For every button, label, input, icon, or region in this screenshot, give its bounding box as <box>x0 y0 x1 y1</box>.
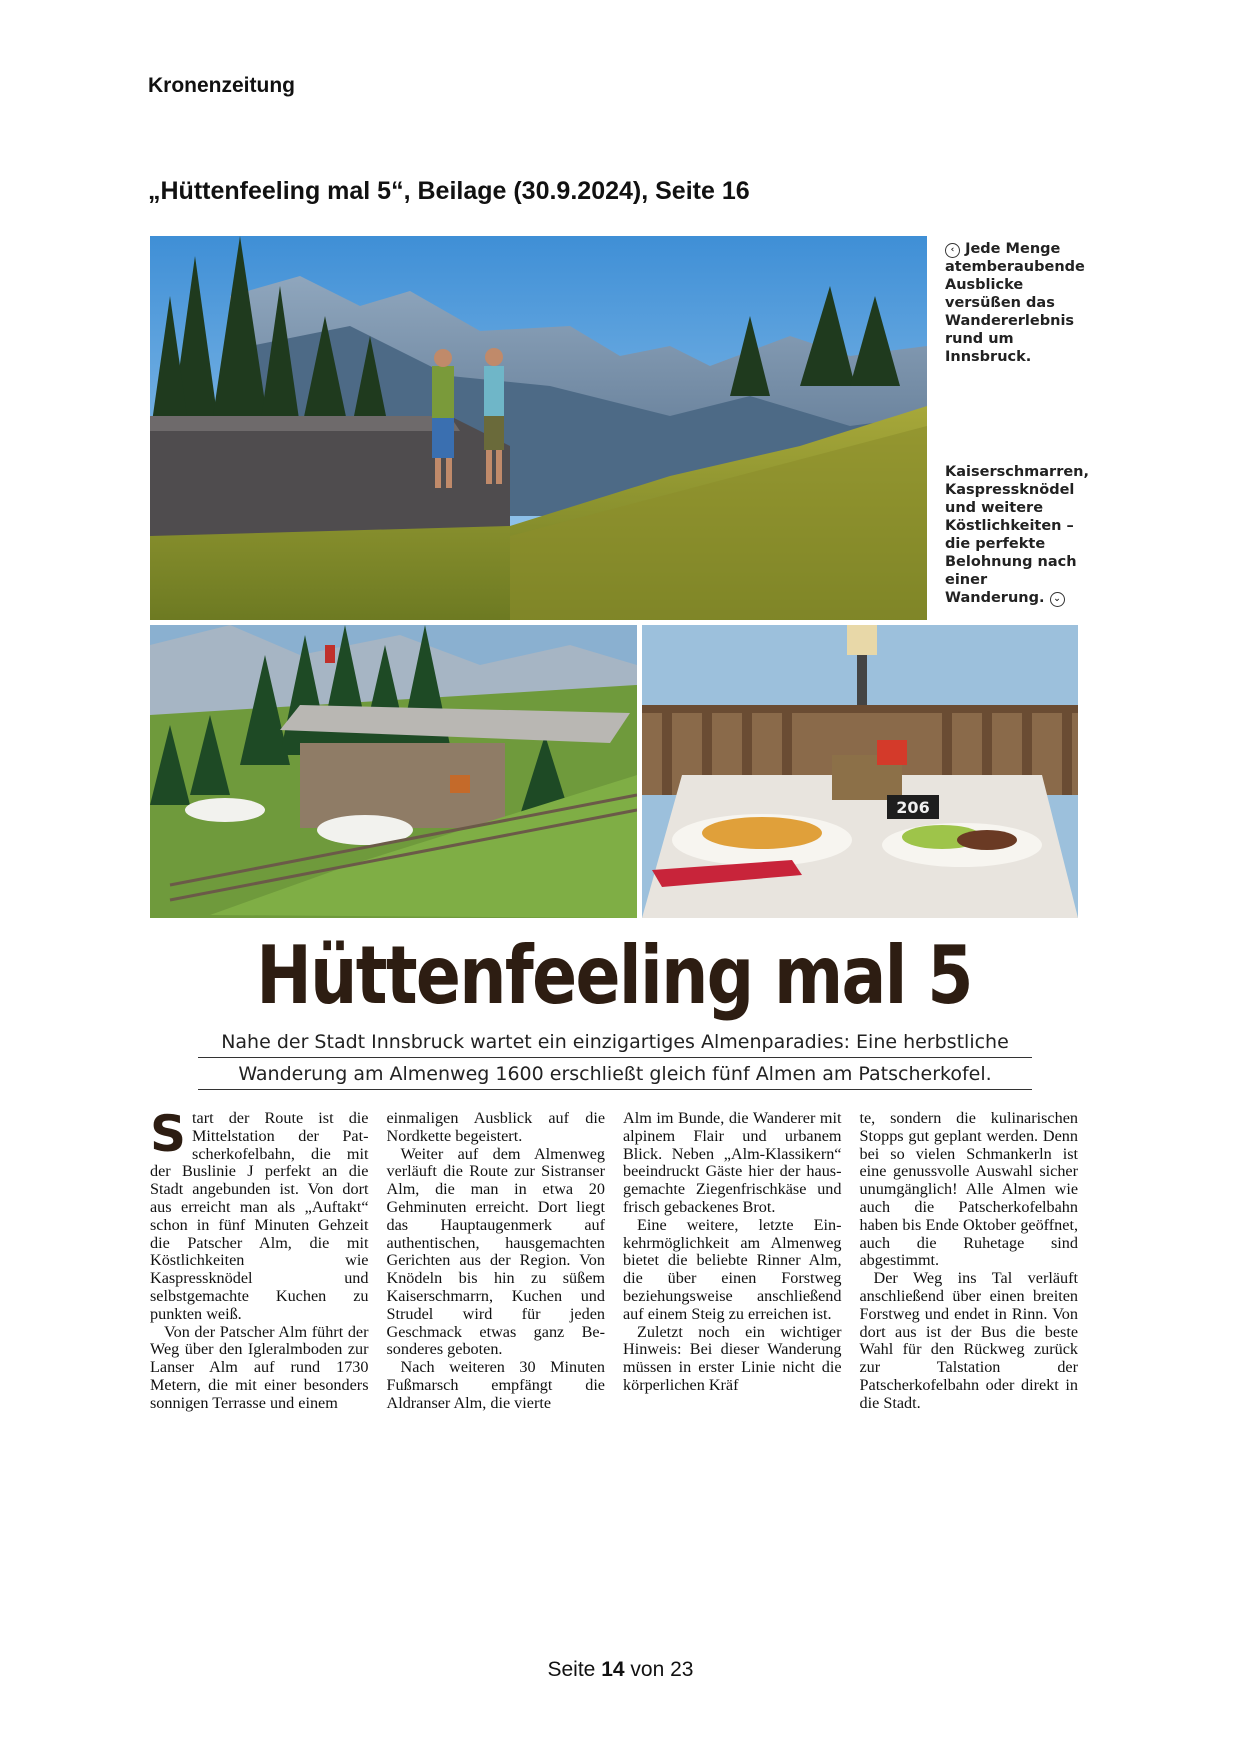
headline: Hüttenfeeling mal 5 <box>256 929 972 1022</box>
paragraph: Nach weiteren 30 Minuten Fußmarsch empfängt die Aldranser Alm, die vierte <box>386 1358 605 1412</box>
arrow-left-icon: ‹ <box>945 243 960 258</box>
photo-alpine-hut <box>150 625 637 918</box>
subhead-line-2: Wanderung am Almenweg 1600 erschließt gleich fünf Almen am Patscherkofel. <box>198 1059 1032 1090</box>
arrow-down-icon: ⌄ <box>1050 592 1065 607</box>
paragraph: te, sondern die kulinarischen Stopps gut geplant werden. Denn bei so vielen Schmankerln ist eine genussvolle Auswahl sicher unumgänglich! Alle Almen wie auch die Patscherkofelbahn haben bis Ende Oktober geöffnet, auch die Ruhetage sind abgestimmt. <box>859 1109 1078 1270</box>
photo-food-table <box>642 625 1078 918</box>
subhead-line-1: Nahe der Stadt Innsbruck wartet ein einzigartiges Almenparadies: Eine herbstliche <box>198 1027 1032 1058</box>
paragraph: Eine weitere, letzte Einkehrmöglichkeit am Almenweg bietet die beliebte Rinner Alm, die über einen Forstweg beziehungsweise anschließend auf einem Steig zu erreichen ist. <box>623 1215 842 1323</box>
source-name: Kronenzeitung <box>148 74 295 97</box>
drop-cap: S <box>150 1105 187 1163</box>
caption-photo-food: Kaiserschmarren, Kaspressknödel und weitere Köstlichkeiten – die perfekte Belohnung nach einer Wanderung. ⌄ <box>945 464 1090 606</box>
document-title: „Hüttenfeeling mal 5“, Beilage (30.9.2024), Seite 16 <box>148 177 750 205</box>
article-column-1 <box>150 1105 369 1440</box>
paragraph: Start der Route ist die Mittelstation der Patscherkofelbahn, die mit der Buslinie J perfekt an die Stadt angebunden ist. Von dort aus erreicht man als „Auftakt“ schon in fünf Minuten Gehzeit die Patscher Alm, die mit Köstlichkeiten wie Kaspressknödel und selbstgemachte Kuchen zu punkten weiß. <box>150 1105 369 1323</box>
caption-photo-hikers: ‹ Jede Menge atemberaubende Ausblicke versüßen das Wandererlebnis rund um Innsbruck. <box>945 241 1085 365</box>
article-column-3 <box>623 1110 842 1440</box>
article-column-4 <box>860 1110 1079 1440</box>
page-number: Seite 14 von 23 <box>547 1658 694 1681</box>
photo-hikers <box>150 236 927 620</box>
paragraph: Weiter auf dem Almenweg verläuft die Route zur Sistranser Alm, die man in etwa 20 Gehminuten erreicht. Dort liegt das Hauptaugenmerk auf authentischen, hausgemachten Gerichten aus der Region. Von Knödeln bis hin zu süßem Kaiserschmarrn, Kuchen und Strudel wird für jeden Geschmack etwas ganz Besonderes geboten. <box>386 1144 605 1359</box>
paragraph: Der Weg ins Tal verläuft anschließend über einen breiten Forstweg und endet in Rinn. Von dort aus ist der Bus die beste Wahl für den Rückweg zurück zur Talstation der Patscherkofelbahn oder direkt in die Stadt. <box>859 1269 1078 1412</box>
paragraph: einmaligen Ausblick auf die Nordkette begeistert. <box>386 1109 605 1145</box>
table-number-text: 206 <box>896 798 930 817</box>
paragraph: Zuletzt noch ein wichtiger Hinweis: Bei dieser Wanderung müssen in erster Linie nicht die körperlichen Kräf <box>623 1322 842 1394</box>
article-body <box>150 1105 1078 1440</box>
paragraph: Von der Patscher Alm führt der Weg über den Igleralmboden zur Lanser Alm auf rund 1730 Metern, die mit einer besonders sonnigen Terrasse und einem <box>150 1322 369 1412</box>
article-column-2 <box>387 1110 606 1440</box>
paragraph: Alm im Bunde, die Wanderer mit alpinem Flair und urbanem Blick. Neben „Alm-Klassikern“ beeindruckt Gäste hier der hausgemachte Ziegenfrischkäse und frisch gebackenes Brot. <box>623 1109 842 1216</box>
